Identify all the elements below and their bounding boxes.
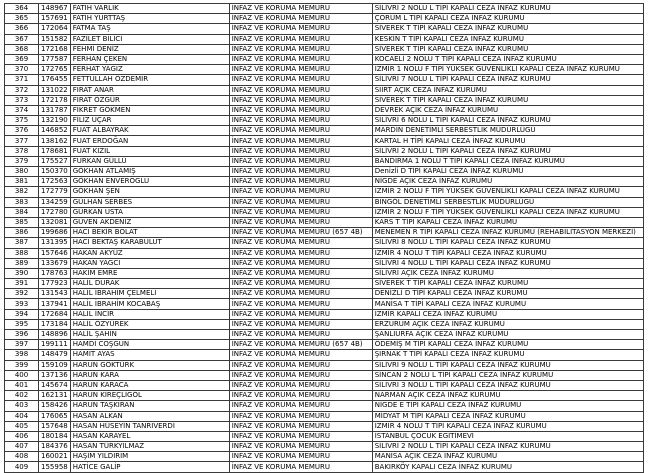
row-number-cell: 403 — [5, 401, 39, 411]
job-title-cell: İNFAZ VE KORUMA MEMURU — [229, 75, 372, 85]
registry-number-cell: 162131 — [39, 391, 71, 401]
job-title-cell: İNFAZ VE KORUMA MEMURU — [229, 370, 372, 380]
table-row — [5, 411, 644, 421]
person-name-cell: HAKAN YAĞCI — [70, 258, 229, 268]
person-name-cell: FİKRET GÖKMEN — [70, 105, 229, 115]
person-name-cell: FIRAT ÖZGÜR — [70, 95, 229, 105]
table-row — [5, 24, 644, 34]
institution-cell: İZMİR 1 NOLU F TİPİ YÜKSEK GÜVENLİKLİ KAPALI CEZA İNFAZ KURUMU — [372, 65, 643, 75]
person-name-cell: HAMİT AYAS — [70, 350, 229, 360]
row-number-cell: 373 — [5, 95, 39, 105]
table-row — [5, 421, 644, 431]
job-title-cell: İNFAZ VE KORUMA MEMURU — [229, 14, 372, 24]
registry-number-cell: 131022 — [39, 85, 71, 95]
institution-cell: DEVREK AÇIK CEZA İNFAZ KURUMU — [372, 105, 643, 115]
job-title-cell: İNFAZ VE KORUMA MEMURU — [229, 126, 372, 136]
institution-cell: SİLİVRİ 2 NOLU L TİPİ KAPALI CEZA İNFAZ KURUMU — [372, 146, 643, 156]
institution-cell: ÇORUM L TİPİ KAPALI CEZA İNFAZ KURUMU — [372, 14, 643, 24]
job-title-cell: İNFAZ VE KORUMA MEMURU — [229, 85, 372, 95]
row-number-cell: 395 — [5, 319, 39, 329]
row-number-cell: 401 — [5, 380, 39, 390]
row-number-cell: 372 — [5, 85, 39, 95]
table-row — [5, 431, 644, 441]
table-row — [5, 34, 644, 44]
table-row — [5, 228, 644, 238]
person-name-cell: HAKAN AKYÜZ — [70, 248, 229, 258]
institution-cell: NİĞDE AÇIK CEZA İNFAZ KURUMU — [372, 177, 643, 187]
institution-cell: İZMİR 2 NOLU F TİPİ YÜKSEK GÜVENLİKLİ KAPALI CEZA İNFAZ KURUMU — [372, 187, 643, 197]
registry-number-cell: 176455 — [39, 75, 71, 85]
row-number-cell: 378 — [5, 146, 39, 156]
table-row — [5, 238, 644, 248]
institution-cell: SİLİVRİ AÇIK CEZA İNFAZ KURUMU — [372, 268, 643, 278]
row-number-cell: 396 — [5, 330, 39, 340]
person-name-cell: HARUN GÖKTÜRK — [70, 360, 229, 370]
table-body — [5, 4, 644, 473]
person-name-cell: HALİL ŞAHİN — [70, 330, 229, 340]
job-title-cell: İNFAZ VE KORUMA MEMURU — [229, 95, 372, 105]
registry-number-cell: 148479 — [39, 350, 71, 360]
person-name-cell: HARUN KİREÇLİGÖL — [70, 391, 229, 401]
institution-cell: İZMİR 4 NOLU T TİPİ KAPALI CEZA İNFAZ KURUMU — [372, 248, 643, 258]
job-title-cell: İNFAZ VE KORUMA MEMURU — [229, 217, 372, 227]
table-row — [5, 370, 644, 380]
institution-cell: SİLİVRİ 2 NOLU L TİPİ KAPALI CEZA İNFAZ KURUMU — [372, 4, 643, 14]
institution-cell: KARTAL H TİPİ KAPALI CEZA İNFAZ KURUMU — [372, 136, 643, 146]
row-number-cell: 407 — [5, 442, 39, 452]
registry-number-cell: 145674 — [39, 380, 71, 390]
job-title-cell: İNFAZ VE KORUMA MEMURU — [229, 380, 372, 390]
registry-number-cell: 175527 — [39, 156, 71, 166]
row-number-cell: 390 — [5, 268, 39, 278]
institution-cell: BAKIRKÖY KAPALI CEZA İNFAZ KURUMU — [372, 462, 643, 472]
table-row — [5, 279, 644, 289]
registry-number-cell: 137136 — [39, 370, 71, 380]
table-row — [5, 126, 644, 136]
institution-cell: SİLİVRİ 4 NOLU L TİPİ KAPALI CEZA İNFAZ KURUMU — [372, 258, 643, 268]
table-row — [5, 360, 644, 370]
institution-cell: SİVEREK T TİPİ KAPALI CEZA İNFAZ KURUMU — [372, 279, 643, 289]
registry-number-cell: 172780 — [39, 207, 71, 217]
institution-cell: ŞIRNAK T TİPİ KAPALI CEZA İNFAZ KURUMU — [372, 350, 643, 360]
job-title-cell: İNFAZ VE KORUMA MEMURU — [229, 411, 372, 421]
row-number-cell: 398 — [5, 350, 39, 360]
row-number-cell: 377 — [5, 136, 39, 146]
job-title-cell: İNFAZ VE KORUMA MEMURU — [229, 197, 372, 207]
registry-number-cell: 131395 — [39, 238, 71, 248]
registry-number-cell: 184376 — [39, 442, 71, 452]
job-title-cell: İNFAZ VE KORUMA MEMURU — [229, 65, 372, 75]
table-row — [5, 350, 644, 360]
job-title-cell: İNFAZ VE KORUMA MEMURU — [229, 452, 372, 462]
job-title-cell: İNFAZ VE KORUMA MEMURU — [229, 24, 372, 34]
person-name-cell: GÖKHAN ŞEN — [70, 187, 229, 197]
registry-number-cell: 172563 — [39, 177, 71, 187]
person-name-cell: HARUN KARACA — [70, 380, 229, 390]
table-row — [5, 65, 644, 75]
institution-cell: DENİZLİ D TİPİ KAPALI CEZA İNFAZ KURUMU — [372, 289, 643, 299]
table-row — [5, 167, 644, 177]
job-title-cell: İNFAZ VE KORUMA MEMURU — [229, 268, 372, 278]
institution-cell: SİLİVRİ 7 NOLU L TİPİ KAPALI CEZA İNFAZ KURUMU — [372, 75, 643, 85]
row-number-cell: 393 — [5, 299, 39, 309]
job-title-cell: İNFAZ VE KORUMA MEMURU — [229, 350, 372, 360]
registry-number-cell: 199686 — [39, 228, 71, 238]
job-title-cell: İNFAZ VE KORUMA MEMURU — [229, 421, 372, 431]
row-number-cell: 370 — [5, 65, 39, 75]
person-name-cell: HASAN KARAYEL — [70, 431, 229, 441]
table-row — [5, 95, 644, 105]
registry-number-cell: 131787 — [39, 105, 71, 115]
table-row — [5, 309, 644, 319]
person-name-cell: FURKAN GÜLLÜ — [70, 156, 229, 166]
table-row — [5, 330, 644, 340]
job-title-cell: İNFAZ VE KORUMA MEMURU (657 4B) — [229, 228, 372, 238]
institution-cell: SİLİVRİ 8 NOLU L TİPİ KAPALI CEZA İNFAZ KURUMU — [372, 238, 643, 248]
row-number-cell: 392 — [5, 289, 39, 299]
person-name-cell: GÜLHAN SERBES — [70, 197, 229, 207]
registry-number-cell: 138162 — [39, 136, 71, 146]
table-row — [5, 54, 644, 64]
person-name-cell: HALİL ÖZYÜREK — [70, 319, 229, 329]
table-row — [5, 207, 644, 217]
row-number-cell: 368 — [5, 44, 39, 54]
registry-number-cell: 148967 — [39, 4, 71, 14]
row-number-cell: 389 — [5, 258, 39, 268]
row-number-cell: 394 — [5, 309, 39, 319]
institution-cell: SİVEREK T TİPİ KAPALI CEZA İNFAZ KURUMU — [372, 95, 643, 105]
job-title-cell: İNFAZ VE KORUMA MEMURU — [229, 360, 372, 370]
job-title-cell: İNFAZ VE KORUMA MEMURU — [229, 146, 372, 156]
registry-number-cell: 131543 — [39, 289, 71, 299]
person-name-cell: FATİH YURTTAŞ — [70, 14, 229, 24]
job-title-cell: İNFAZ VE KORUMA MEMURU — [229, 330, 372, 340]
registry-number-cell: 177587 — [39, 54, 71, 64]
person-name-cell: HAKİM EMRE — [70, 268, 229, 278]
table-row — [5, 156, 644, 166]
institution-cell: KESKİN T TİPİ KAPALI CEZA İNFAZ KURUMU — [372, 34, 643, 44]
job-title-cell: İNFAZ VE KORUMA MEMURU — [229, 319, 372, 329]
registry-number-cell: 173184 — [39, 319, 71, 329]
table-row — [5, 217, 644, 227]
job-title-cell: İNFAZ VE KORUMA MEMURU — [229, 34, 372, 44]
registry-number-cell: 172168 — [39, 44, 71, 54]
table-row — [5, 187, 644, 197]
row-number-cell: 369 — [5, 54, 39, 64]
personnel-table — [4, 3, 644, 473]
job-title-cell: İNFAZ VE KORUMA MEMURU — [229, 167, 372, 177]
institution-cell: MARDİN DENETİMLİ SERBESTLİK MÜDÜRLÜĞÜ — [372, 126, 643, 136]
institution-cell: İZMİR 4 NOLU T TİPİ KAPALI CEZA İNFAZ KURUMU — [372, 421, 643, 431]
institution-cell: NİĞDE E TİPİ KAPALI CEZA İNFAZ KURUMU — [372, 401, 643, 411]
job-title-cell: İNFAZ VE KORUMA MEMURU — [229, 187, 372, 197]
person-name-cell: HATİCE GALİP — [70, 462, 229, 472]
table-row — [5, 319, 644, 329]
institution-cell: KARS T TİPİ KAPALI CEZA İNFAZ KURUMU — [372, 217, 643, 227]
institution-cell: MANİSA AÇIK CEZA İNFAZ KURUMU — [372, 452, 643, 462]
table-row — [5, 248, 644, 258]
institution-cell: Denizli D TİPİ KAPALI CEZA İNFAZ KURUMU — [372, 167, 643, 177]
registry-number-cell: 134259 — [39, 197, 71, 207]
registry-number-cell: 150370 — [39, 167, 71, 177]
registry-number-cell: 172765 — [39, 65, 71, 75]
job-title-cell: İNFAZ VE KORUMA MEMURU — [229, 431, 372, 441]
person-name-cell: HARUN KARA — [70, 370, 229, 380]
table-row — [5, 197, 644, 207]
table-row — [5, 85, 644, 95]
job-title-cell: İNFAZ VE KORUMA MEMURU — [229, 401, 372, 411]
registry-number-cell: 157648 — [39, 421, 71, 431]
registry-number-cell: 146852 — [39, 126, 71, 136]
registry-number-cell: 178681 — [39, 146, 71, 156]
row-number-cell: 409 — [5, 462, 39, 472]
job-title-cell: İNFAZ VE KORUMA MEMURU — [229, 462, 372, 472]
table-row — [5, 452, 644, 462]
row-number-cell: 379 — [5, 156, 39, 166]
person-name-cell: HASAN HÜSEYİN TANRIVERDİ — [70, 421, 229, 431]
row-number-cell: 406 — [5, 431, 39, 441]
institution-cell: ÖDEMİŞ M TİPİ KAPALI CEZA İNFAZ KURUMU — [372, 340, 643, 350]
person-name-cell: GÖKHAN ENVEROĞLU — [70, 177, 229, 187]
row-number-cell: 387 — [5, 238, 39, 248]
job-title-cell: İNFAZ VE KORUMA MEMURU — [229, 238, 372, 248]
job-title-cell: İNFAZ VE KORUMA MEMURU — [229, 44, 372, 54]
table-row — [5, 14, 644, 24]
row-number-cell: 408 — [5, 452, 39, 462]
institution-cell: İZMİR KAPALI CEZA İNFAZ KURUMU — [372, 309, 643, 319]
registry-number-cell: 199111 — [39, 340, 71, 350]
row-number-cell: 371 — [5, 75, 39, 85]
table-row — [5, 44, 644, 54]
registry-number-cell: 157646 — [39, 248, 71, 258]
job-title-cell: İNFAZ VE KORUMA MEMURU — [229, 156, 372, 166]
row-number-cell: 385 — [5, 217, 39, 227]
job-title-cell: İNFAZ VE KORUMA MEMURU (657 4B) — [229, 340, 372, 350]
job-title-cell: İNFAZ VE KORUMA MEMURU — [229, 105, 372, 115]
person-name-cell: HACI BEKİR BOLAT — [70, 228, 229, 238]
table-row — [5, 177, 644, 187]
job-title-cell: İNFAZ VE KORUMA MEMURU — [229, 136, 372, 146]
registry-number-cell: 132190 — [39, 116, 71, 126]
person-name-cell: FIRAT ANAR — [70, 85, 229, 95]
institution-cell: BANDIRMA 1 NOLU T TİPİ KAPALI CEZA İNFAZ KURUMU — [372, 156, 643, 166]
job-title-cell: İNFAZ VE KORUMA MEMURU — [229, 248, 372, 258]
institution-cell: MENEMEN R TİPİ KAPALI CEZA İNFAZ KURUMU (REHABİLİTASYON MERKEZİ) — [372, 228, 643, 238]
table-row — [5, 391, 644, 401]
row-number-cell: 375 — [5, 116, 39, 126]
institution-cell: SİİRT AÇIK CEZA İNFAZ KURUMU — [372, 85, 643, 95]
row-number-cell: 383 — [5, 197, 39, 207]
registry-number-cell: 172779 — [39, 187, 71, 197]
registry-number-cell: 132081 — [39, 217, 71, 227]
job-title-cell: İNFAZ VE KORUMA MEMURU — [229, 54, 372, 64]
registry-number-cell: 158426 — [39, 401, 71, 411]
person-name-cell: FAZİLET BİLİCİ — [70, 34, 229, 44]
institution-cell: SİVEREK T TİPİ KAPALI CEZA İNFAZ KURUMU — [372, 44, 643, 54]
person-name-cell: HACI BEKTAŞ KARABULUT — [70, 238, 229, 248]
row-number-cell: 388 — [5, 248, 39, 258]
institution-cell: SİVEREK T TİPİ KAPALI CEZA İNFAZ KURUMU — [372, 24, 643, 34]
institution-cell: MANİSA T TİPİ KAPALI CEZA İNFAZ KURUMU — [372, 299, 643, 309]
institution-cell: MİDYAT M TİPİ KAPALI CEZA İNFAZ KURUMU — [372, 411, 643, 421]
row-number-cell: 366 — [5, 24, 39, 34]
registry-number-cell: 155958 — [39, 462, 71, 472]
registry-number-cell: 151582 — [39, 34, 71, 44]
institution-cell: ŞANLIURFA AÇIK CEZA İNFAZ KURUMU — [372, 330, 643, 340]
row-number-cell: 397 — [5, 340, 39, 350]
table-row — [5, 289, 644, 299]
row-number-cell: 365 — [5, 14, 39, 24]
person-name-cell: HALİL İNCİR — [70, 309, 229, 319]
table-row — [5, 75, 644, 85]
institution-cell: KOCAELİ 2 NOLU T TİPİ KAPALI CEZA İNFAZ KURUMU — [372, 54, 643, 64]
row-number-cell: 382 — [5, 187, 39, 197]
institution-cell: NARMAN AÇIK CEZA İNFAZ KURUMU — [372, 391, 643, 401]
person-name-cell: HASAN ALKAN — [70, 411, 229, 421]
person-name-cell: HARUN TAŞKIRAN — [70, 401, 229, 411]
registry-number-cell: 172178 — [39, 95, 71, 105]
row-number-cell: 364 — [5, 4, 39, 14]
person-name-cell: GÜRKAN USTA — [70, 207, 229, 217]
institution-cell: SİLİVRİ 2 NOLU L TİPİ KAPALI CEZA İNFAZ KURUMU — [372, 442, 643, 452]
row-number-cell: 367 — [5, 34, 39, 44]
job-title-cell: İNFAZ VE KORUMA MEMURU — [229, 207, 372, 217]
row-number-cell: 386 — [5, 228, 39, 238]
row-number-cell: 381 — [5, 177, 39, 187]
row-number-cell: 400 — [5, 370, 39, 380]
job-title-cell: İNFAZ VE KORUMA MEMURU — [229, 289, 372, 299]
table-row — [5, 258, 644, 268]
row-number-cell: 380 — [5, 167, 39, 177]
registry-number-cell: 176065 — [39, 411, 71, 421]
job-title-cell: İNFAZ VE KORUMA MEMURU — [229, 442, 372, 452]
row-number-cell: 399 — [5, 360, 39, 370]
table-row — [5, 340, 644, 350]
person-name-cell: FUAT ERDOĞAN — [70, 136, 229, 146]
person-name-cell: FETTULLAH ÖZDEMİR — [70, 75, 229, 85]
person-name-cell: FUAT KIZIL — [70, 146, 229, 156]
person-name-cell: HASAN TÜRKYILMAZ — [70, 442, 229, 452]
table-row — [5, 116, 644, 126]
table-row — [5, 268, 644, 278]
row-number-cell: 391 — [5, 279, 39, 289]
row-number-cell: 384 — [5, 207, 39, 217]
table-row — [5, 380, 644, 390]
registry-number-cell: 157691 — [39, 14, 71, 24]
institution-cell: SİLİVRİ 6 NOLU L TİPİ KAPALI CEZA İNFAZ KURUMU — [372, 116, 643, 126]
table-row — [5, 4, 644, 14]
person-name-cell: GÜVEN AKDENİZ — [70, 217, 229, 227]
person-name-cell: FERHAT YAĞIZ — [70, 65, 229, 75]
person-name-cell: FATİH VARLIK — [70, 4, 229, 14]
person-name-cell: HALİL İBRAHİM KOCABAŞ — [70, 299, 229, 309]
job-title-cell: İNFAZ VE KORUMA MEMURU — [229, 391, 372, 401]
institution-cell: BİNGÖL DENETİMLİ SERBESTLİK MÜDÜRLÜĞÜ — [372, 197, 643, 207]
table-row — [5, 401, 644, 411]
row-number-cell: 405 — [5, 421, 39, 431]
registry-number-cell: 178763 — [39, 268, 71, 278]
registry-number-cell: 133679 — [39, 258, 71, 268]
job-title-cell: İNFAZ VE KORUMA MEMURU — [229, 258, 372, 268]
registry-number-cell: 137941 — [39, 299, 71, 309]
job-title-cell: İNFAZ VE KORUMA MEMURU — [229, 116, 372, 126]
institution-cell: ERZURUM AÇIK CEZA İNFAZ KURUMU — [372, 319, 643, 329]
institution-cell: İSTANBUL ÇOCUK EĞİTİMEVİ — [372, 431, 643, 441]
table-row — [5, 462, 644, 472]
person-name-cell: HALİL İBRAHİM ÇELMELİ — [70, 289, 229, 299]
registry-number-cell: 172684 — [39, 309, 71, 319]
institution-cell: SİLİVRİ 9 NOLU L TİPİ KAPALI CEZA İNFAZ KURUMU — [372, 360, 643, 370]
row-number-cell: 404 — [5, 411, 39, 421]
institution-cell: SİLİVRİ 3 NOLU L TİPİ KAPALI CEZA İNFAZ KURUMU — [372, 380, 643, 390]
person-name-cell: HALİL DURAK — [70, 279, 229, 289]
registry-number-cell: 172064 — [39, 24, 71, 34]
row-number-cell: 376 — [5, 126, 39, 136]
person-name-cell: HAMDİ COŞGUN — [70, 340, 229, 350]
person-name-cell: FEHMİ DENİZ — [70, 44, 229, 54]
job-title-cell: İNFAZ VE KORUMA MEMURU — [229, 177, 372, 187]
registry-number-cell: 159109 — [39, 360, 71, 370]
table-row — [5, 136, 644, 146]
registry-number-cell: 148896 — [39, 330, 71, 340]
person-name-cell: FERHAN ÇEKEN — [70, 54, 229, 64]
person-name-cell: FİLİZ UÇAR — [70, 116, 229, 126]
registry-number-cell: 160021 — [39, 452, 71, 462]
person-name-cell: HAŞİM YILDIRIM — [70, 452, 229, 462]
row-number-cell: 402 — [5, 391, 39, 401]
institution-cell: İZMİR 2 NOLU F TİPİ YÜKSEK GÜVENLİKLİ KAPALI CEZA İNFAZ KURUMU — [372, 207, 643, 217]
registry-number-cell: 177923 — [39, 279, 71, 289]
person-name-cell: GÖKHAN ATLAMIŞ — [70, 167, 229, 177]
job-title-cell: İNFAZ VE KORUMA MEMURU — [229, 309, 372, 319]
table-row — [5, 442, 644, 452]
registry-number-cell: 180184 — [39, 431, 71, 441]
job-title-cell: İNFAZ VE KORUMA MEMURU — [229, 279, 372, 289]
table-row — [5, 105, 644, 115]
institution-cell: SİNCAN 2 NOLU L TİPİ KAPALI CEZA İNFAZ KURUMU — [372, 370, 643, 380]
person-name-cell: FUAT ALBAYRAK — [70, 126, 229, 136]
row-number-cell: 374 — [5, 105, 39, 115]
table-row — [5, 299, 644, 309]
table-row — [5, 146, 644, 156]
person-name-cell: FATMA TAŞ — [70, 24, 229, 34]
job-title-cell: İNFAZ VE KORUMA MEMURU — [229, 299, 372, 309]
job-title-cell: İNFAZ VE KORUMA MEMURU — [229, 4, 372, 14]
